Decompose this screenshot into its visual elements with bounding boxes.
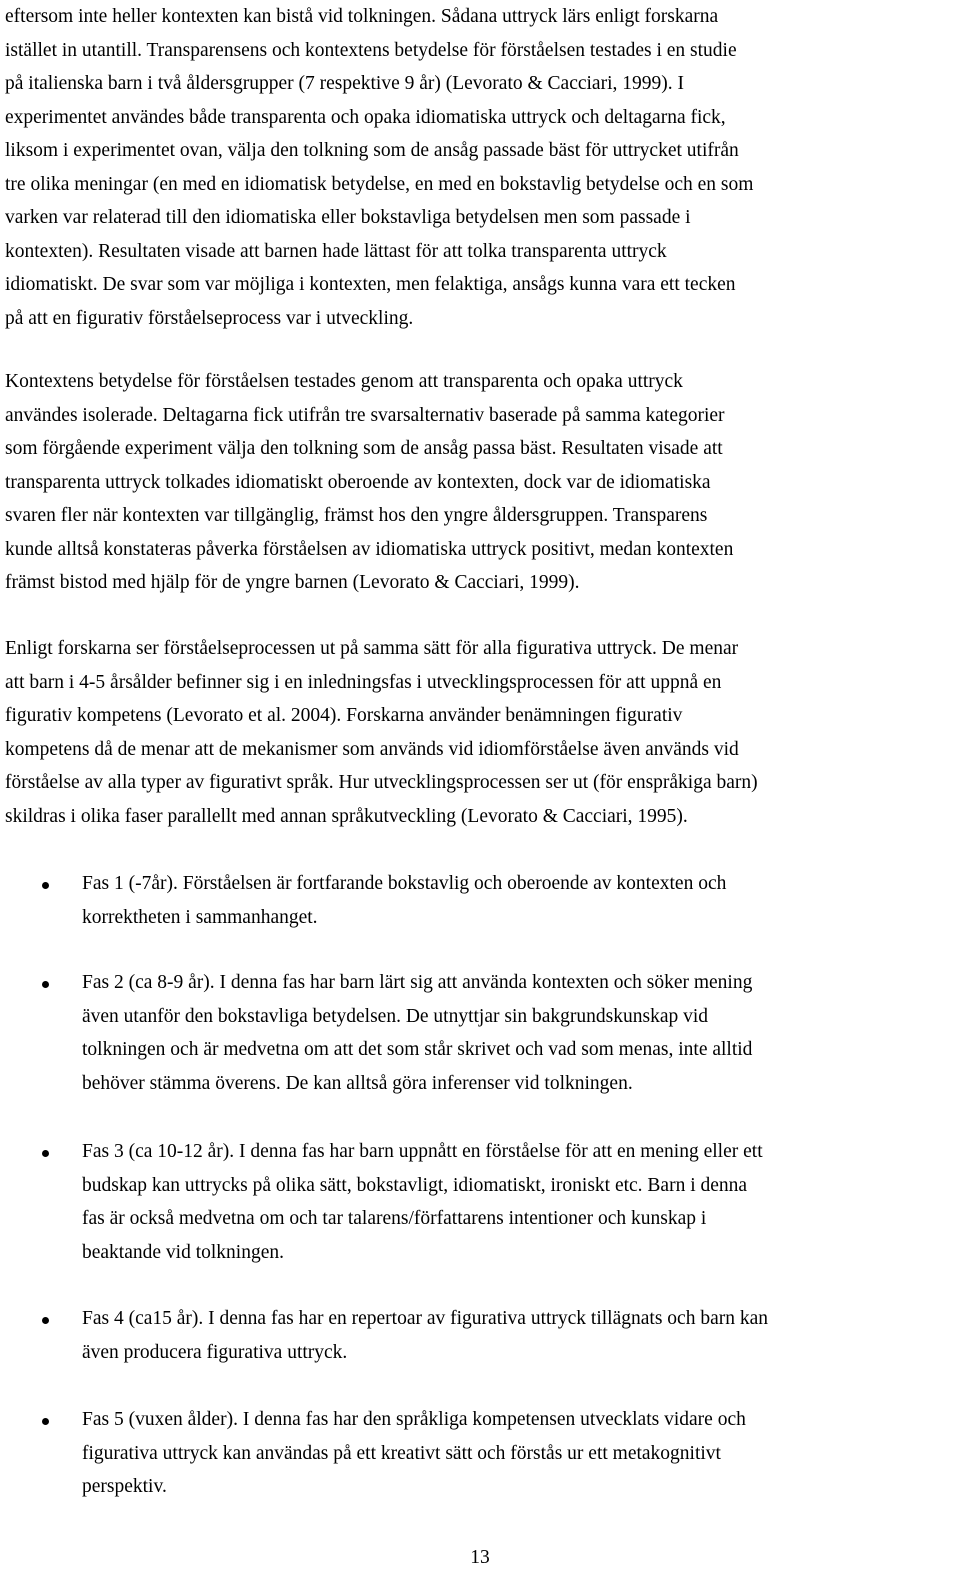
body-paragraph-2: Kontextens betydelse för förståelsen testades genom att transparenta och opaka uttryck användes isolerade. Deltagarna fick utifrån tre svarsalternativ baserade på samma kategorier som förgående experiment välja den tolkning som de ansåg passa bäst. Resultaten visade att transparenta uttryck tolkades idiomatiskt oberoende av kontexten, dock var de idiomatiska svaren fler när kontexten var tillgänglig, främst hos den yngre åldersgruppen. Transparens kunde alltså konstateras påverka förståelsen av idiomatiska uttryck positivt, medan kontexten främst bistod med hjälp för de yngre barnen (Levorato & Cacciari, 1999). [5, 371, 734, 593]
bullet-icon [42, 1150, 49, 1157]
bullet-icon [42, 882, 49, 889]
body-paragraph-3: Enligt forskarna ser förståelseprocessen ut på samma sätt för alla figurativa uttryck. De menar att barn i 4-5 årsålder befinner sig i en inledningsfas i utvecklingsprocessen för att uppnå en figurativ kompetens (Levorato et al. 2004). Forskarna använder benämningen figurativ kompetens då de menar att de mekanismer som används vid idiomförståelse även används vid förståelse av alla typer av figurativt språk. Hur utvecklingsprocessen ser ut (för enspråkiga barn) skildras i olika faser parallellt med annan språkutveckling (Levorato & Cacciari, 1995). [5, 638, 758, 827]
bullet-text: Fas 3 (ca 10-12 år). I denna fas har barn uppnått en förståelse för att en mening eller ett budskap kan uttrycks på olika sätt, bokstavligt, idiomatiskt, ironiskt etc. Barn i denna fas är också medvetna om och tar talarens/författarens intentioner och kunskap i beaktande vid tolkningen. [82, 1141, 763, 1263]
bullet-icon [42, 981, 49, 988]
bullet-list-item [0, 966, 960, 1106]
bullet-text: Fas 4 (ca15 år). I denna fas har en repertoar av figurativa uttryck tillägnats och barn kan även producera figurativa uttryck. [82, 1308, 769, 1363]
bullet-icon [42, 1418, 49, 1425]
bullet-list-item [0, 1135, 960, 1275]
bullet-text: Fas 1 (-7år). Förståelsen är fortfarande bokstavlig och oberoende av kontexten och korrektheten i sammanhanget. [82, 873, 727, 928]
bullet-list-item [0, 1403, 960, 1543]
body-paragraph-1: eftersom inte heller kontexten kan bistå vid tolkningen. Sådana uttryck lärs enligt forskarna istället in utantill. Transparensens och kontextens betydelse för förståelsen testades i en studie på italienska barn i två åldersgrupper (7 respektive 9 år) (Levorato & Cacciari, 1999). I experimentet användes både transparenta och opaka idiomatiska uttryck och deltagarna fick, liksom i experimentet ovan, välja den tolkning som de ansåg passade bäst för uttrycket utifrån tre olika meningar (en med en idiomatisk betydelse, en med en bokstavlig betydelse och en som varken var relaterad till den idiomatiska eller bokstavliga betydelsen men som passade i kontexten). Resultaten visade att barnen hade lättast för att tolka transparenta uttryck idiomatiskt. De svar som var möjliga i kontexten, men felaktiga, ansågs kunna vara ett tecken på att en figurativ förståelseprocess var i utveckling. [5, 6, 754, 329]
bullet-text: Fas 2 (ca 8-9 år). I denna fas har barn lärt sig att använda kontexten och söker mening även utanför den bokstavliga betydelsen. De utnyttjar sin bakgrundskunskap vid tolkningen och är medvetna om att det som står skrivet och vad som menas, inte alltid behöver stämma överens. De kan alltså göra inferenser vid tolkningen. [82, 972, 753, 1094]
bullet-icon [42, 1317, 49, 1324]
bullet-text: Fas 5 (vuxen ålder). I denna fas har den språkliga kompetensen utvecklats vidare och figurativa uttryck kan användas på ett kreativt sätt och förstås ur ett metakognitivt perspektiv. [82, 1409, 746, 1497]
page-number: 13 [470, 1547, 490, 1568]
